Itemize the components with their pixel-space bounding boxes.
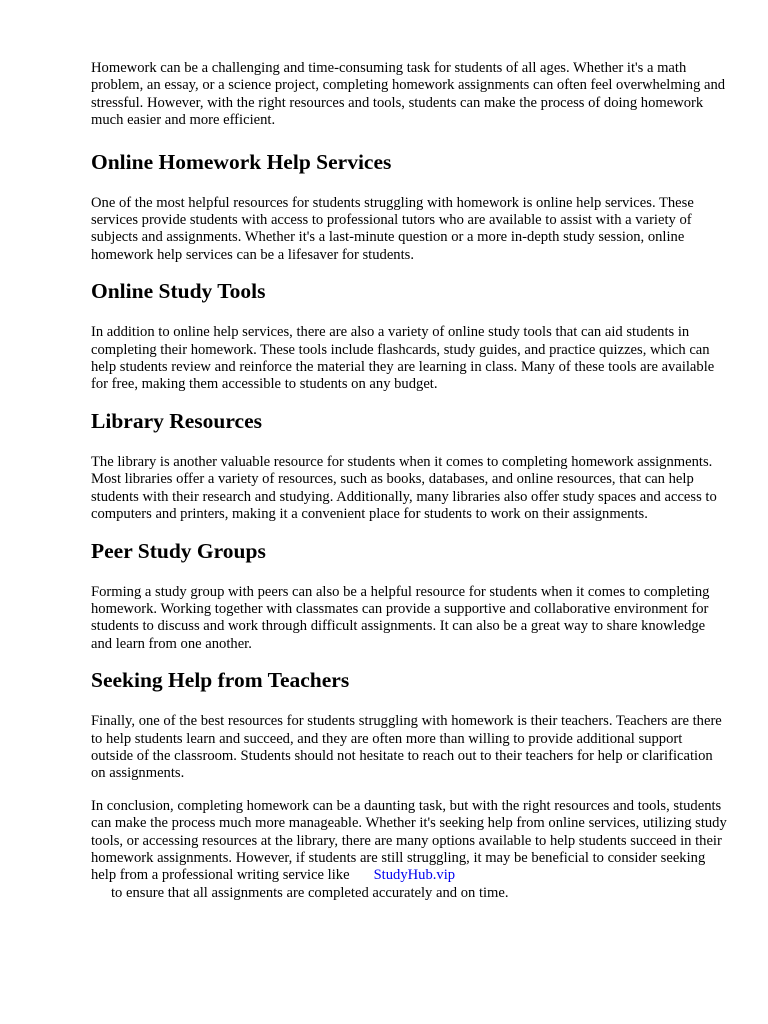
section-body-library: The library is another valuable resource for students when it comes to completing homework assignments. Most libraries offer a variety of resources, such as books, databases, and online resources, that can help students with their research and studying. Additionally, many libraries also offer study spaces and access to computers and printers, making it a convenient place for students to work on their assignments. — [91, 453, 717, 523]
section-body-online-help: One of the most helpful resources for students struggling with homework is online help services. These services provide students with access to professional tutors who are available to assist with a variety of subjects and assignments. Whether it's a last-minute question or a more in-depth study session, online homework help services can be a lifesaver for students. — [91, 194, 694, 263]
section-heading-library: Library Resources — [91, 408, 262, 433]
section-heading-teachers: Seeking Help from Teachers — [91, 668, 350, 693]
conclusion-text: In conclusion, completing homework can be a daunting task, but with the right resources and tools, students can make the process much more manageable. Whether it's seeking help from online services, utilizing study tools, or accessing resources at the library, there are many options available to help students succeed in their homework assignments. However, if students are still struggling, it may be beneficial to consider seeking help from a professional writing service like — [91, 797, 727, 884]
studyhub-link[interactable]: StudyHub.vip — [373, 867, 456, 884]
conclusion-paragraph — [91, 798, 728, 902]
section-heading-study-tools: Online Study Tools — [91, 279, 266, 304]
section-body-peer-groups: Forming a study group with peers can also be a helpful resource for students when it comes to completing homework. Working together with classmates can provide a supportive and collaborative environment for students to discuss and work through difficult assignments. It can also be a great way to share knowledge and learn from one another. — [91, 583, 710, 652]
section-heading-online-help: Online Homework Help Services — [91, 149, 392, 174]
section-heading-peer-groups: Peer Study Groups — [91, 538, 266, 563]
section-body-study-tools: In addition to online help services, there are also a variety of online study tools that can aid students in completing their homework. These tools include flashcards, study guides, and practice quizzes, which can help students review and reinforce the material they are learning in class. Many of these tools are available for free, making them accessible to students on any budget. — [91, 324, 715, 393]
conclusion-tail-text: to ensure that all assignments are completed accurately and on time. — [111, 884, 509, 901]
section-body-teachers: Finally, one of the best resources for students struggling with homework is their teachers. Teachers are there to help students learn and succeed, and they are often more than willing to provide additional support outside of the classroom. Students should not hesitate to reach out to their teachers for help or clarification on assignments. — [91, 713, 722, 782]
intro-paragraph: Homework can be a challenging and time-consuming task for students of all ages. Whether it's a math problem, an essay, or a science project, completing homework assignments can often feel overwhelming and stressful. However, with the right resources and tools, students can make the process of doing homework much easier and more efficient. — [91, 60, 726, 129]
